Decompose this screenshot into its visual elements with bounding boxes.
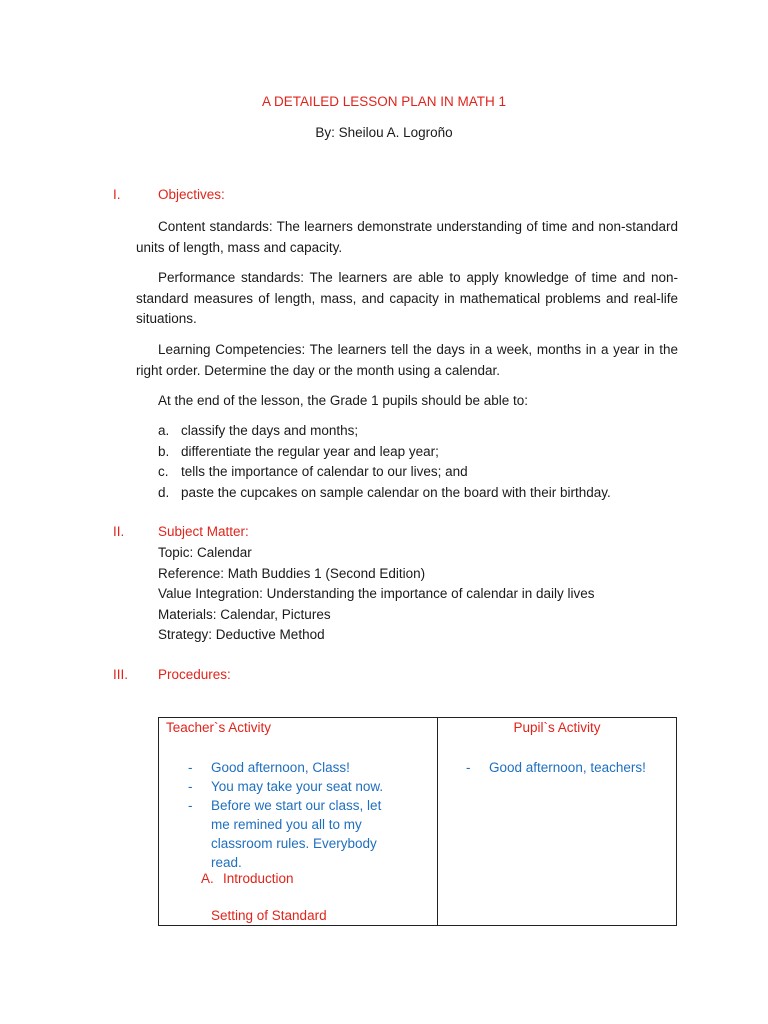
objectives-list	[158, 421, 611, 503]
list-item-text: paste the cupcakes on sample calendar on the board with their birthday.	[181, 484, 611, 500]
learning-competencies-paragraph: Learning Competencies: The learners tell the days in a week, months in a year in the right order. Determine the day or the month using a calendar.	[136, 342, 678, 378]
section-number-procedures: III.	[113, 667, 129, 682]
list-item-text: differentiate the regular year and leap year;	[181, 443, 439, 459]
pupil-line-text: Good afternoon, teachers!	[489, 760, 646, 775]
author-byline: By: Sheilou A. Logroño	[315, 125, 453, 140]
subject-matter-topic: Topic: Calendar	[158, 545, 252, 560]
introduction-heading	[201, 871, 294, 886]
list-item	[466, 758, 671, 777]
subject-matter-strategy: Strategy: Deductive Method	[158, 627, 325, 642]
teacher-line-text: You may take your seat now.	[211, 779, 384, 794]
section-heading-procedures: Procedures:	[158, 667, 231, 682]
teacher-activity-list	[188, 758, 403, 872]
dash-marker: -	[188, 798, 193, 813]
subject-matter-materials: Materials: Calendar, Pictures	[158, 606, 331, 622]
dash-marker: -	[188, 760, 193, 775]
subject-matter-reference: Reference: Math Buddies 1 (Second Edition)	[158, 565, 426, 581]
subject-matter-list	[158, 543, 595, 646]
list-item	[158, 483, 611, 504]
teacher-line-text: Before we start our class, let me remined you all to my classroom rules. Everybody read.	[211, 798, 382, 870]
list-marker: d.	[158, 484, 170, 500]
section-heading-subject-matter: Subject Matter:	[158, 524, 249, 539]
introduction-marker: A.	[201, 871, 214, 886]
document-title: A DETAILED LESSON PLAN IN MATH 1	[261, 94, 507, 109]
teacher-activity-column	[159, 718, 437, 925]
list-item	[188, 796, 403, 872]
list-item	[188, 777, 403, 796]
list-item	[188, 758, 403, 777]
section-heading-objectives: Objectives:	[158, 187, 225, 202]
dash-marker: -	[466, 760, 471, 775]
content-standards-paragraph: Content standards: The learners demonstrate understanding of time and non-standard units of length, mass and capacity.	[136, 219, 678, 255]
section-number-subject-matter: II.	[113, 524, 125, 539]
subject-matter-value-integration: Value Integration: Understanding the importance of calendar in daily lives	[158, 586, 595, 601]
list-marker: c.	[158, 464, 169, 479]
list-item-text: tells the importance of calendar to our lives; and	[181, 464, 468, 479]
teacher-line-text: Good afternoon, Class!	[211, 760, 350, 775]
list-marker: b.	[158, 443, 170, 459]
teacher-activity-header: Teacher`s Activity	[166, 720, 272, 735]
list-marker: a.	[158, 423, 170, 438]
objectives-intro-paragraph: At the end of the lesson, the Grade 1 pupils should be able to:	[158, 393, 529, 408]
list-item-text: classify the days and months;	[181, 423, 359, 438]
performance-standards-paragraph: Performance standards: The learners are able to apply knowledge of time and non-standard measures of length, mass, and capacity in mathematical problems and real-life situations.	[136, 270, 678, 326]
list-item	[158, 421, 611, 442]
pupil-activity-header: Pupil`s Activity	[513, 720, 601, 735]
introduction-label: Introduction	[223, 871, 294, 886]
setting-of-standard-label: Setting of Standard	[211, 908, 327, 923]
section-number-objectives: I.	[113, 187, 121, 202]
procedures-table	[158, 717, 677, 926]
pupil-activity-column	[438, 718, 676, 925]
list-item	[158, 462, 611, 483]
dash-marker: -	[188, 779, 193, 794]
pupil-activity-list	[466, 758, 671, 777]
list-item	[158, 442, 611, 463]
